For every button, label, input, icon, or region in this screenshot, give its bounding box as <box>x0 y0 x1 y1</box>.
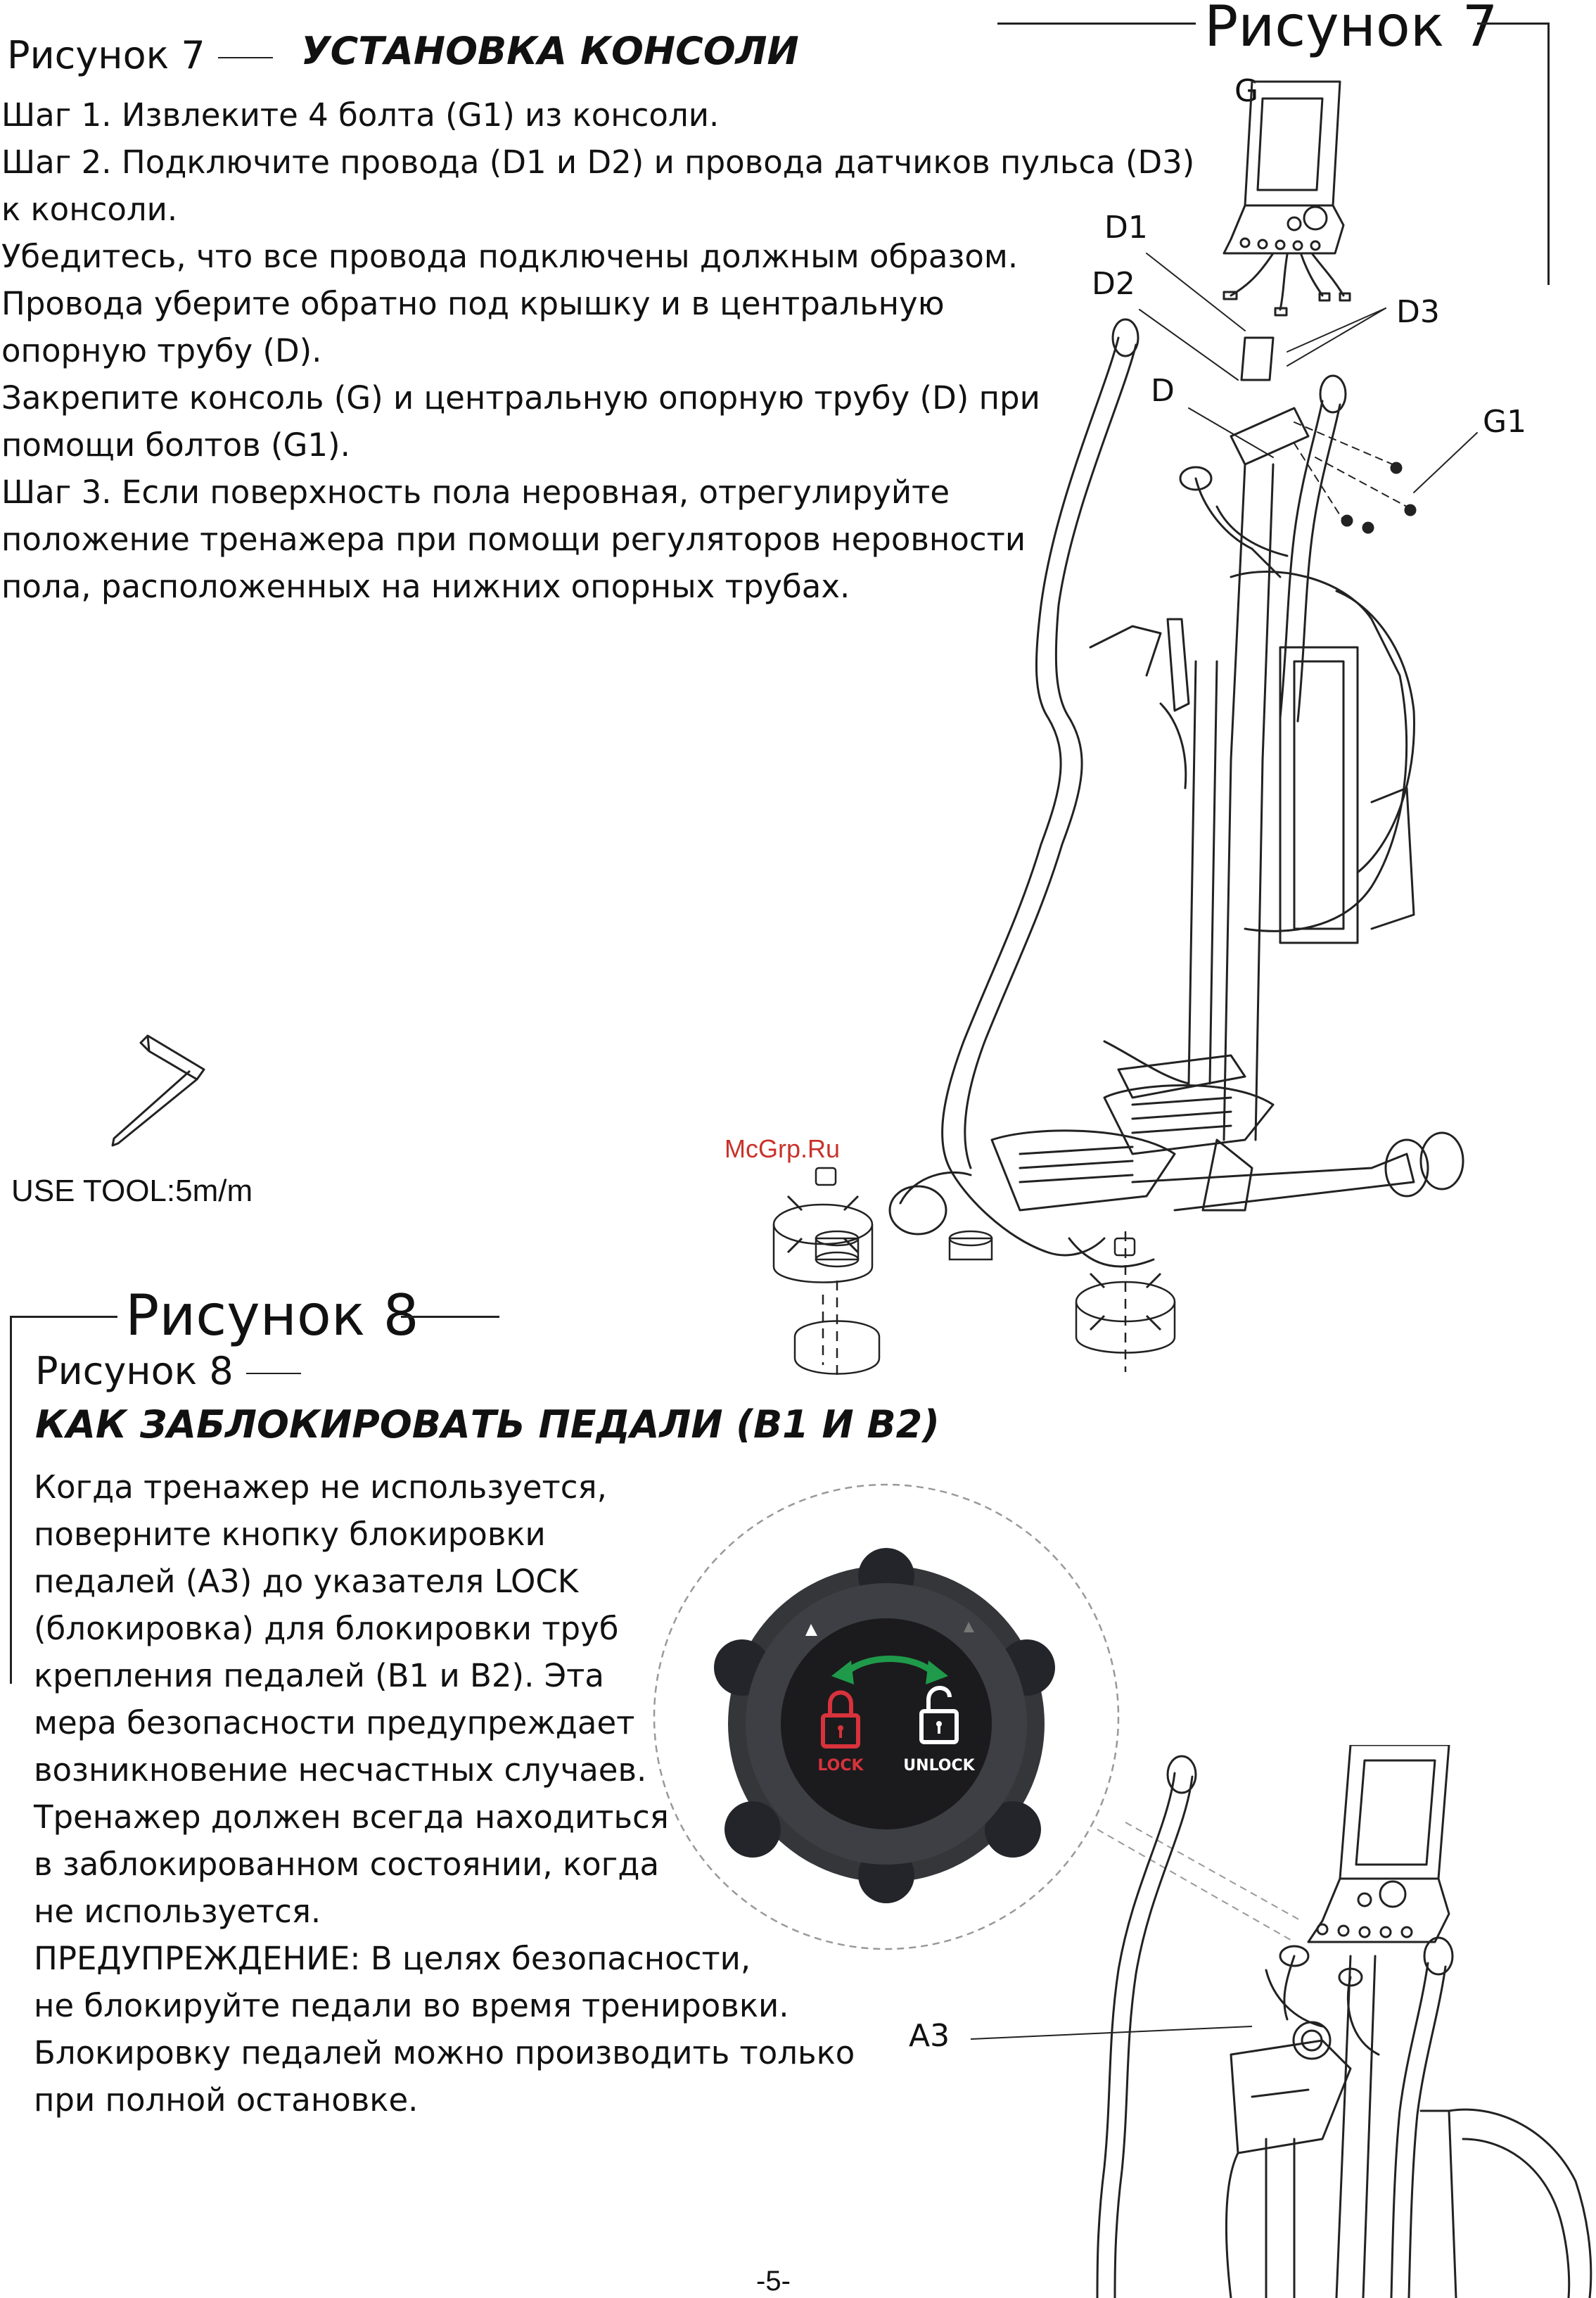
fig7-line: опорную трубу (D). <box>1 332 322 369</box>
fig7-line: Закрепите консоль (G) и центральную опорную трубу (D) при <box>1 379 1040 417</box>
fig8-line: Когда тренажер не используется, <box>34 1468 607 1506</box>
lock-knob <box>714 1548 1055 1903</box>
fig7-large-heading: Рисунок 7 <box>1204 0 1498 59</box>
tool-label: USE TOOL:5m/m <box>11 1174 253 1208</box>
unlock-label: UNLOCK <box>903 1757 975 1775</box>
label-d2: D2 <box>1092 266 1135 302</box>
watermark: McGrp.Ru <box>724 1134 841 1163</box>
fig7-heading-rule <box>997 23 1196 25</box>
fig7-line: Шаг 2. Подключите провода (D1 и D2) и провода датчиков пульса (D3) <box>1 144 1195 181</box>
trainer-partial-illustration <box>1055 1745 1596 2298</box>
fig8-line: ПРЕДУПРЕЖДЕНИЕ: В целях безопасности, <box>34 1940 751 1977</box>
fig7-line: помощи болтов (G1). <box>1 426 350 464</box>
fig8-line: (блокировка) для блокировки труб <box>34 1610 619 1647</box>
fig8-line: педалей (A3) до указателя LOCK <box>34 1563 579 1600</box>
fig7-line: положение тренажера при помощи регуляторов неровности <box>1 521 1026 558</box>
floor-leveler-illustration <box>760 1161 1196 1393</box>
fig7-line: пола, расположенных на нижних опорных трубах. <box>1 568 850 605</box>
label-d1: D1 <box>1104 210 1148 246</box>
allen-key-icon <box>98 1027 225 1154</box>
fig7-small-heading: Рисунок 7 <box>7 37 273 75</box>
fig8-line: при полной остановке. <box>34 2081 419 2119</box>
fig8-line: не блокируйте педали во время тренировки. <box>34 1987 789 2024</box>
page-number: -5- <box>756 2266 791 2297</box>
fig8-line: Блокировку педалей можно производить только <box>34 2034 855 2071</box>
fig8-title: КАК ЗАБЛОКИРОВАТЬ ПЕДАЛИ (B1 И B2) <box>35 1402 940 1447</box>
fig7-line: Провода уберите обратно под крышку и в центральную <box>1 285 945 322</box>
console-unit <box>1224 82 1343 253</box>
fig8-line: Тренажер должен всегда находиться <box>34 1798 669 1836</box>
fig8-large-heading: Рисунок 8 <box>125 1283 419 1348</box>
fig7-line: Шаг 1. Извлеките 4 болта (G1) из консоли. <box>1 96 720 134</box>
label-a3: A3 <box>909 2018 950 2054</box>
fig7-line: Шаг 3. Если поверхность пола неровная, отрегулируйте <box>1 474 950 511</box>
fig8-line: поверните кнопку блокировки <box>34 1516 546 1553</box>
fig8-small-heading: Рисунок 8 <box>35 1352 301 1390</box>
label-d: D <box>1151 373 1175 409</box>
label-d3: D3 <box>1396 294 1440 330</box>
fig7-line: Убедитесь, что все провода подключены должным образом. <box>1 238 1019 275</box>
fig8-heading-rule <box>401 1316 499 1318</box>
fig8-line: не используется. <box>34 1893 321 1930</box>
fig7-title: УСТАНОВКА КОНСОЛИ <box>301 29 799 73</box>
fig8-line: возникновение несчастных случаев. <box>34 1751 647 1789</box>
fig8-line: крепления педалей (B1 и B2). Эта <box>34 1657 604 1694</box>
fig8-line: мера безопасности предупреждает <box>34 1704 635 1741</box>
fig8-line: в заблокированном состоянии, когда <box>34 1846 660 1883</box>
label-g: G <box>1234 73 1259 109</box>
fig7-line: к консоли. <box>1 191 178 228</box>
label-g1: G1 <box>1483 404 1527 440</box>
lock-label: LOCK <box>817 1757 864 1775</box>
